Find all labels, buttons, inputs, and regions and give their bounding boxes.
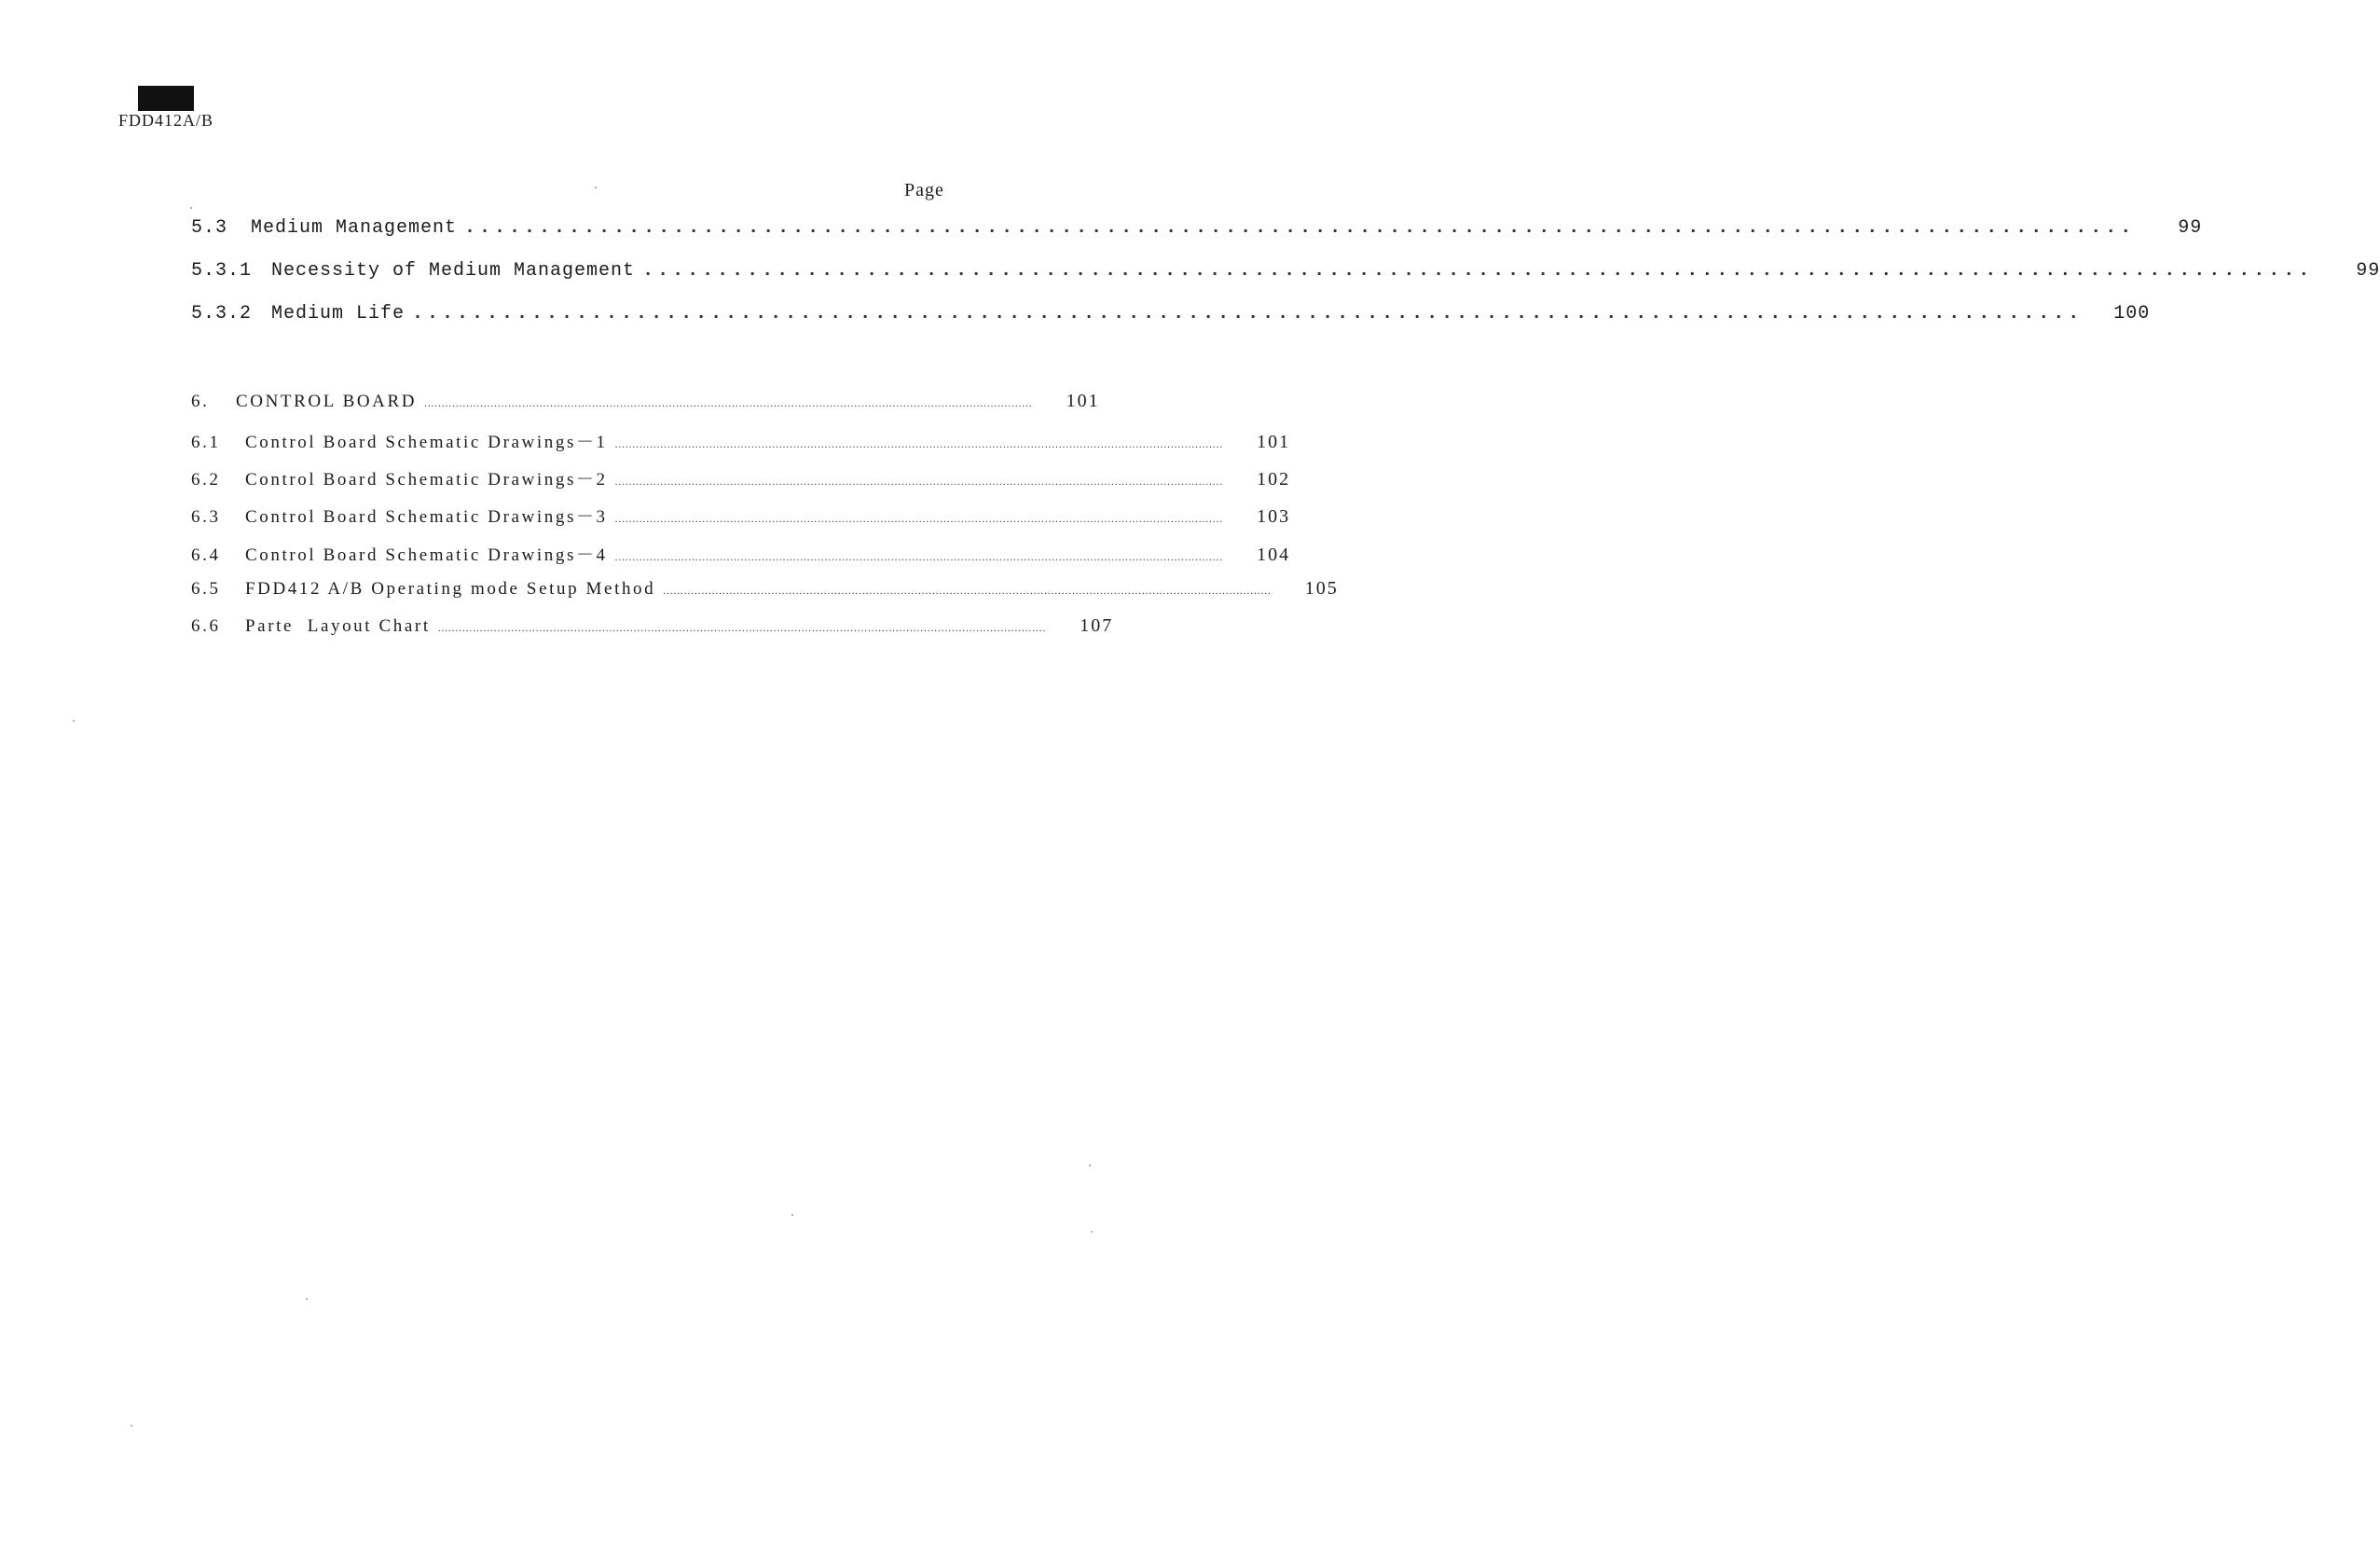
toc-title: Control Board Schematic Drawings－4 (245, 545, 608, 565)
toc-title: Necessity of Medium Management (271, 260, 636, 282)
document-code: FDD412A/B (118, 111, 214, 130)
toc-title: CONTROL BOARD (236, 392, 418, 411)
toc-page-number: 99 (2178, 217, 2203, 239)
toc-entry (191, 615, 1114, 643)
toc-leader: ................................................................................................................ (642, 260, 2314, 282)
scan-speck (1089, 1165, 1091, 1166)
toc-title: Control Board Schematic Drawings－3 (245, 507, 608, 527)
toc-title: Control Board Schematic Drawings－2 (245, 470, 608, 490)
toc-leader: .............................................................................................................................................................................. (614, 514, 1224, 525)
toc-number: 6.3 (191, 507, 221, 527)
scan-speck (595, 186, 597, 188)
toc-entry (191, 465, 1291, 493)
toc-entry (191, 303, 2151, 331)
toc-leader: .............................................................................................................................................................................. (614, 476, 1224, 488)
toc-leader: ................................................................................................................ (412, 303, 2084, 324)
toc-leader: .............................................................................................................................................................................. (424, 398, 1033, 409)
toc-title: Parte Layout Chart (245, 616, 431, 636)
toc-page-number: 103 (1257, 506, 1291, 527)
toc-page-number: 101 (1257, 432, 1291, 452)
toc-entry (191, 541, 1291, 569)
toc-entry (191, 428, 1291, 456)
toc-number: 6.2 (191, 470, 221, 490)
toc-title: Medium Management (251, 217, 458, 239)
toc-entry (191, 578, 1339, 606)
toc-leader: .............................................................................................................................................................................. (437, 623, 1047, 634)
toc-page-number: 104 (1257, 545, 1291, 565)
toc-number: 6.4 (191, 545, 221, 565)
toc-leader: ................................................................................................................ (464, 217, 2136, 239)
scan-speck (791, 1214, 793, 1216)
toc-number: 5.3.1 (191, 260, 253, 282)
toc-entry (191, 260, 2380, 288)
toc-number: 6. (191, 392, 210, 411)
toc-leader: .............................................................................................................................................................................. (663, 586, 1272, 597)
redaction-block (138, 86, 194, 111)
toc-page-number: 100 (2113, 303, 2151, 324)
page-column-label: Page (904, 180, 944, 200)
toc-number: 5.3 (191, 217, 228, 239)
toc-number: 6.6 (191, 616, 221, 636)
toc-title: Control Board Schematic Drawings－1 (245, 433, 608, 452)
scan-speck (306, 1298, 308, 1300)
toc-number: 6.5 (191, 579, 221, 599)
toc-leader: .............................................................................................................................................................................. (614, 439, 1224, 450)
scan-speck (1091, 1231, 1093, 1233)
toc-leader: .............................................................................................................................................................................. (614, 552, 1224, 563)
scan-speck (73, 720, 75, 722)
toc-page-number: 107 (1080, 615, 1114, 636)
toc-page-number: 99 (2356, 260, 2380, 282)
toc-entry (191, 503, 1291, 531)
toc-page-number: 101 (1066, 391, 1100, 411)
toc-page-number: 102 (1257, 469, 1291, 490)
toc-number: 5.3.2 (191, 303, 253, 324)
toc-title: Medium Life (271, 303, 406, 324)
scan-speck (131, 1425, 132, 1427)
scan-speck (190, 207, 192, 209)
toc-entry (191, 217, 2203, 245)
toc-entry (191, 391, 1100, 419)
toc-number: 6.1 (191, 433, 221, 452)
toc-page-number: 105 (1304, 578, 1339, 599)
toc-title: FDD412 A/B Operating mode Setup Method (245, 579, 656, 599)
